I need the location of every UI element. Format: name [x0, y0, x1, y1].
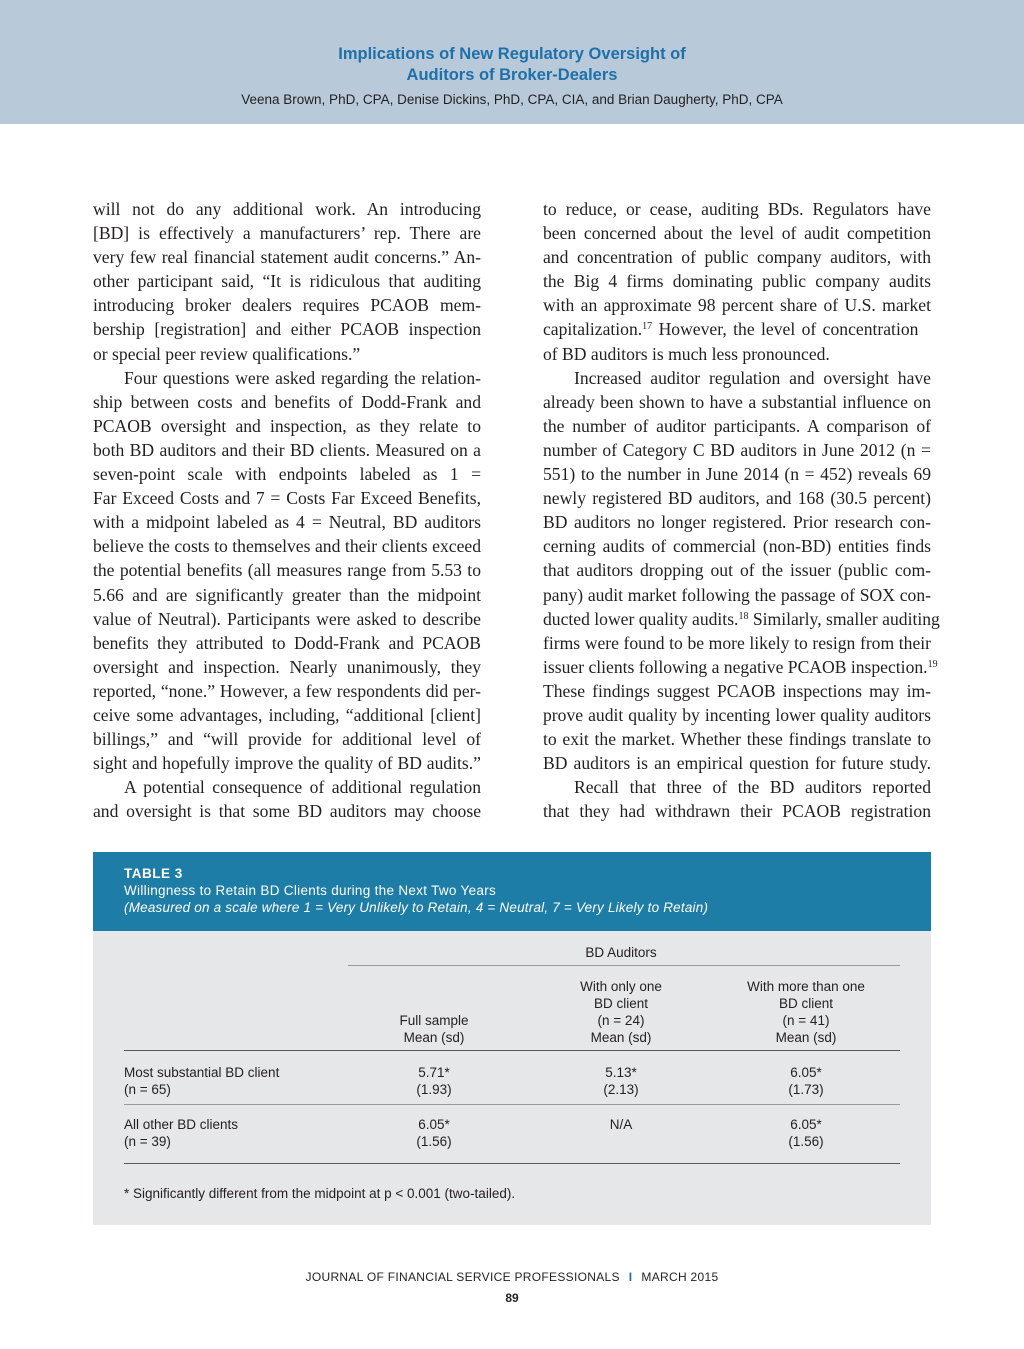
text-line: reported, “none.” However, a few respondents did per-: [93, 680, 481, 701]
text-line: cerning audits of commercial (non-BD) entities finds: [543, 536, 931, 557]
text-line: 551) to the number in June 2014 (n = 452) reveals 69: [543, 464, 931, 485]
text-line: already been shown to have a substantial influence on: [543, 391, 931, 412]
text-line: BD auditors no longer registered. Prior research con-: [543, 512, 931, 533]
row-label: Most substantial BD client: [124, 1065, 280, 1080]
text-fragment: issuer clients following a negative PCAOB inspection.: [543, 656, 928, 677]
col-header-line: With only one: [580, 979, 662, 994]
article-authors: Veena Brown, PhD, CPA, Denise Dickins, PhD, CPA, CIA, and Brian Daugherty, PhD, CPA: [241, 92, 783, 107]
table-title: Willingness to Retain BD Clients during the Next Two Years: [124, 883, 497, 898]
page-number: 89: [505, 1291, 519, 1305]
col-header-line: Mean (sd): [775, 1030, 837, 1045]
table-cell: [536, 1064, 706, 1098]
text-line: very few real financial statement audit concerns.” An-: [93, 247, 481, 268]
text-line: of BD auditors is much less pronounced.: [543, 343, 830, 364]
article-title-line-1: Implications of New Regulatory Oversight of: [338, 45, 686, 63]
text-line: 5.66 and are significantly greater than the midpoint: [93, 584, 481, 605]
text-fragment: However, the level of concentration: [652, 319, 919, 340]
header-rule: [124, 1050, 900, 1051]
cell-mean: 6.05*: [790, 1065, 822, 1080]
group-header-bd-auditors: BD Auditors: [585, 945, 657, 960]
table-3: [93, 852, 931, 1225]
table-cell: [711, 1116, 901, 1150]
text-line: introducing broker dealers requires PCAOB mem-: [93, 295, 481, 316]
article-title-line-2: Auditors of Broker-Dealers: [406, 66, 618, 84]
text-line: bership [registration] and either PCAOB inspection: [93, 319, 481, 340]
text-line: A potential consequence of additional regulation: [124, 777, 481, 798]
text-line: seven-point scale with endpoints labeled as 1 =: [93, 464, 481, 485]
text-line: and oversight is that some BD auditors may choose: [93, 801, 481, 822]
text-line: other participant said, “It is ridiculous that auditing: [93, 271, 481, 292]
text-line: newly registered BD auditors, and 168 (30.5 percent): [543, 488, 931, 509]
journal-name: JOURNAL OF FINANCIAL SERVICE PROFESSIONALS: [305, 1270, 620, 1284]
cell-mean: 6.05*: [790, 1117, 822, 1132]
text-line: PCAOB oversight and inspection, as they relate to: [93, 415, 481, 436]
cell-mean: 6.05*: [418, 1117, 450, 1132]
text-line: that they had withdrawn their PCAOB registration: [543, 801, 931, 822]
text-line: pany) audit market following the passage of SOX con-: [543, 584, 931, 605]
text-line: billings,” and “will provide for additional level of: [93, 729, 481, 750]
row-n: (n = 65): [124, 1082, 171, 1097]
group-rule: [348, 965, 900, 966]
text-line: ceive some advantages, including, “additional [client]: [93, 704, 481, 725]
col-header-line: BD client: [778, 996, 834, 1011]
text-line: the number of auditor participants. A comparison of: [543, 415, 931, 436]
table-footnote: * Significantly different from the midpoint at p < 0.001 (two-tailed).: [124, 1186, 516, 1201]
text-line: to exit the market. Whether these findings translate to: [543, 729, 931, 750]
cell-sd: (1.56): [416, 1134, 452, 1149]
text-line: prove audit quality by incenting lower quality auditors: [543, 704, 931, 725]
table-subtitle: (Measured on a scale where 1 = Very Unlikely to Retain, 4 = Neutral, 7 = Very Likely to Retain): [124, 900, 709, 915]
cell-sd: (2.13): [603, 1082, 639, 1097]
text-fragment: capitalization.: [543, 319, 643, 340]
text-line: sight and hopefully improve the quality of BD audits.”: [93, 753, 481, 774]
text-line: [BD] is effectively a manufacturers’ rep. There are: [93, 223, 481, 244]
text-line: benefits they attributed to Dodd-Frank and PCAOB: [93, 632, 481, 653]
issue-date: MARCH 2015: [641, 1270, 719, 1284]
text-line: Increased auditor regulation and oversight have: [574, 367, 931, 388]
text-line: with an approximate 98 percent share of U.S. market: [543, 295, 931, 316]
table-header: [93, 852, 931, 931]
row-label: All other BD clients: [124, 1117, 239, 1132]
text-line: to reduce, or cease, auditing BDs. Regulators have: [543, 199, 931, 219]
cell-mean: N/A: [609, 1117, 633, 1132]
article-header: [0, 0, 1024, 124]
text-line: and concentration of public company auditors, with: [543, 247, 931, 268]
text-line: the Big 4 firms dominating public company audits: [543, 271, 931, 292]
text-line: number of Category C BD auditors in June 2012 (n =: [543, 439, 931, 460]
col-header-only-one: [536, 978, 706, 1046]
text-line: Four questions were asked regarding the relation-: [124, 367, 481, 388]
right-text-column: [543, 197, 940, 823]
col-header-line: Mean (sd): [590, 1030, 652, 1045]
text-line: BD auditors is an empirical question for future study.: [543, 753, 931, 774]
col-header-line: With more than one: [747, 979, 865, 994]
col-header-line: BD client: [593, 996, 649, 1011]
table-cell: [349, 1064, 519, 1098]
text-line: both BD auditors and their BD clients. Measured on a: [93, 439, 481, 460]
text-line: been concerned about the level of audit competition: [543, 223, 931, 244]
col-header-more-than-one: [711, 978, 901, 1046]
text-line: believe the costs to themselves and their clients exceed: [93, 536, 481, 557]
bottom-rule: [124, 1163, 900, 1164]
row-label-all-other: [124, 1116, 344, 1150]
row-n: (n = 39): [124, 1134, 171, 1149]
text-line: will not do any additional work. An introducing: [93, 199, 481, 219]
row-label-most-substantial: [124, 1064, 344, 1098]
col-header-line: (n = 24): [597, 1013, 645, 1028]
left-text-column: [93, 197, 481, 823]
cell-sd: (1.73): [788, 1082, 824, 1097]
text-line: value of Neutral). Participants were asked to describe: [93, 608, 481, 629]
table-cell: [536, 1116, 706, 1133]
text-line: [543, 607, 940, 631]
cell-sd: (1.56): [788, 1134, 824, 1149]
text-line: oversight and inspection. Nearly unanimously, they: [93, 656, 481, 677]
col-header-line: Mean (sd): [403, 1030, 465, 1045]
text-line: [543, 317, 931, 341]
footer-separator: I: [628, 1270, 633, 1284]
text-line: or special peer review qualifications.”: [93, 343, 361, 364]
text-fragment: ducted lower quality audits.: [543, 608, 739, 629]
text-line: [543, 655, 938, 679]
footnote-ref-19[interactable]: 19: [927, 658, 938, 670]
text-line: Far Exceed Costs and 7 = Costs Far Exceed Benefits,: [93, 488, 481, 509]
cell-mean: 5.13*: [605, 1065, 637, 1080]
table-cell: [711, 1064, 901, 1098]
footnote-ref-18[interactable]: 18: [738, 610, 749, 622]
table-cell: [349, 1116, 519, 1150]
row-rule: [124, 1104, 900, 1105]
footnote-ref-17[interactable]: 17: [642, 321, 653, 333]
text-line: with a midpoint labeled as 4 = Neutral, BD auditors: [93, 512, 481, 533]
text-line: the potential benefits (all measures range from 5.53 to: [93, 560, 481, 581]
text-line: These findings suggest PCAOB inspections may im-: [543, 680, 931, 701]
col-header-line: Full sample: [399, 1013, 469, 1028]
text-line: Recall that three of the BD auditors reported: [574, 777, 931, 798]
col-header-full-sample: [349, 1012, 519, 1046]
table-label: TABLE 3: [124, 866, 183, 881]
cell-mean: 5.71*: [418, 1065, 450, 1080]
text-line: ship between costs and benefits of Dodd-Frank and: [93, 391, 481, 412]
cell-sd: (1.93): [416, 1082, 452, 1097]
text-line: firms were found to be more likely to resign from their: [543, 632, 931, 653]
text-fragment: Similarly, smaller auditing: [748, 608, 940, 629]
page-footer: [0, 1270, 1024, 1284]
col-header-line: (n = 41): [782, 1013, 830, 1028]
text-line: that auditors dropping out of the issuer (public com-: [543, 560, 931, 581]
